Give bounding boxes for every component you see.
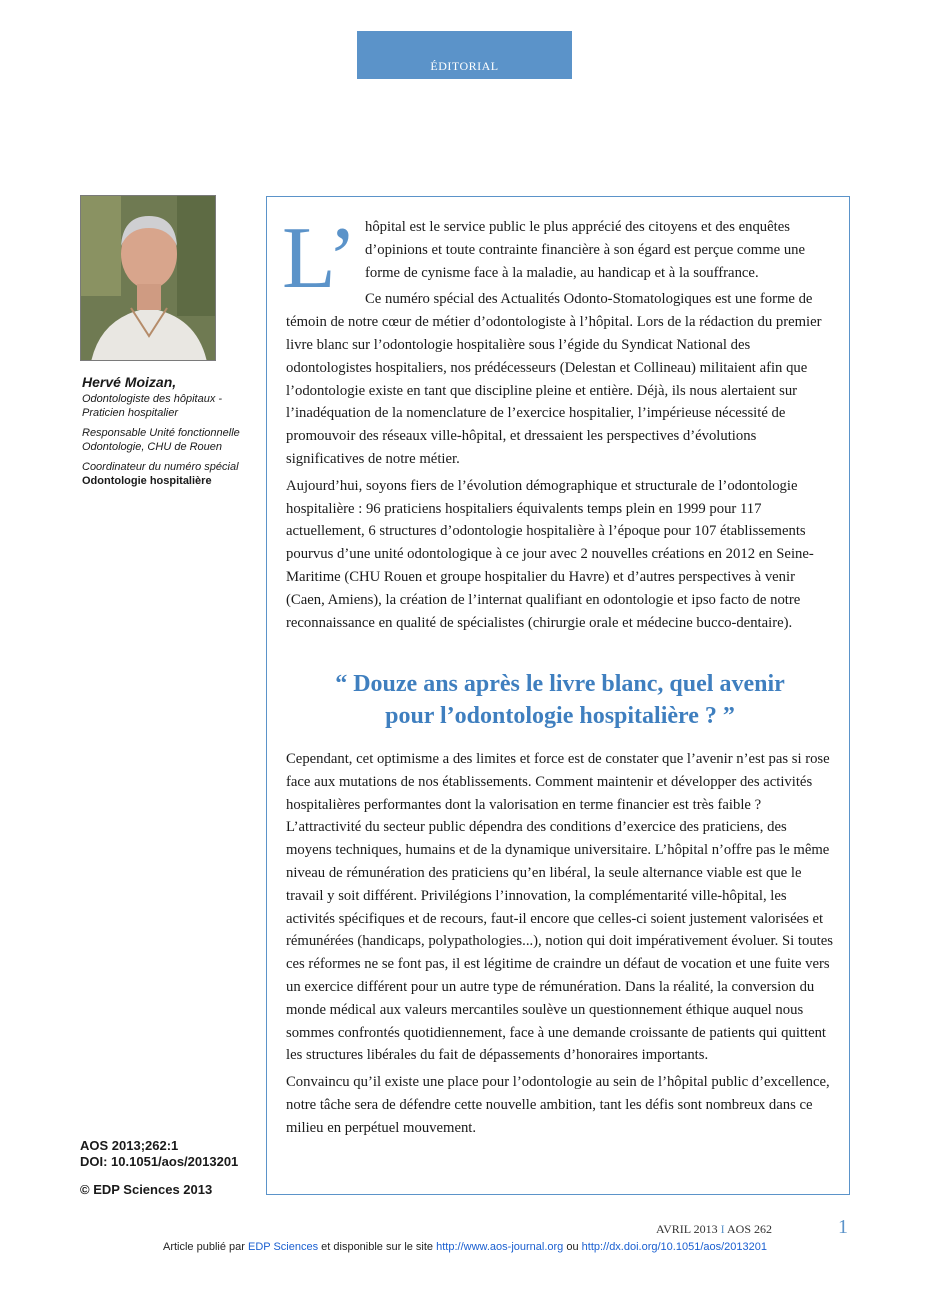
article-body bbox=[286, 748, 834, 1144]
paragraph-3: Cependant, cet optimisme a des limites et force est de constater que l’avenir n’est pas si rose face aux mutations de nos établissements. Comment maintenir et développer des activités hospitalières performantes dont la valorisation en terme financier est très faible ? L’attractivité du secteur public dépendra des conditions d’exercice des praticiens, des moyens techniques, humains et de la dynamique universitaire. L’hôpital n’offre pas le même niveau de rémunération des praticiens qu’en libéral, la seule alternance viable est que le travail y soit différent. Privilégions l’innovation, la complémentarité ville-hôpital, les activités spécifiques et de recours, faut-il encore que celles-ci soient justement valorisées et rémunérées (handicaps, polypathologies...), notion qui doit impérativement évoluer. Si toutes ces réformes ne se font pas, il est légitime de craindre un défaut de vocation et une fuite vers un exercice différent pour un autre type de rémunération. Dans la réalité, la conversion du monde médical aux valeurs mercantiles soulève un questionnement éthique auquel nous sommes confrontés quotidiennement, face à une demande croissante de patients qui quittent les structures libérales du fait de dépassements d’honoraires importants. bbox=[286, 751, 833, 1064]
paragraph-1: Ce numéro spécial des Actualités Odonto-Stomatologiques est une forme de témoin de notre cœur de métier d’odontologiste à l’hôpital. Lors de la rédaction du premier livre blanc sur l’odontologie hospitalière sous l’égide du Syndicat National des odontologistes hospitaliers, nos prédécesseurs (Delestan et Collineau) militaient afin que l’odontologie existe en tant que discipline pleine et entière. Déjà, ils nous alertaient sur l’inadéquation de la nomenclature de l’exercice hospitalier, l’impérieuse nécessité de promouvoir des réseaux ville-hôpital, et dressaient les perspectives d’évolutions significatives de notre métier. bbox=[286, 291, 822, 467]
site-link[interactable]: http://www.aos-journal.org bbox=[436, 1241, 564, 1253]
lead-paragraph bbox=[282, 210, 834, 307]
doi-link[interactable]: http://dx.doi.org/10.1051/aos/2013201 bbox=[581, 1241, 767, 1253]
author-role: Odontologiste des hôpitaux - Praticien hospitalier bbox=[82, 393, 223, 419]
paragraph-2: Aujourd’hui, soyons fiers de l’évolution démographique et structurale de l’odontologie hospitalière : 96 praticiens hospitaliers équivalents temps plein en 1999 pour 117 actuellement, 6 structures d’odontologie hospitalière à l’époque pour 107 établissements pourvus d’une unité odontologique à ce jour avec 2 nouvelles créations en 2012 en Seine-Maritime (CHU Rouen et groupe hospitalier du Havre) et d’autres perspectives à venir (Caen, Amiens), la création de l’internat qualifiant en odontologie et ipso facto de notre reconnaissance en qualité de spécialistes (chirurgie orale et médecine bucco-dentaire). bbox=[286, 477, 814, 631]
page-number: 1 bbox=[838, 1216, 848, 1238]
publisher-link[interactable]: EDP Sciences bbox=[247, 1241, 319, 1253]
doi: DOI: 10.1051/aos/2013201 bbox=[80, 1154, 239, 1169]
credit-text-1: Article publié par bbox=[162, 1241, 245, 1253]
author-name: Hervé Moizan, bbox=[82, 374, 177, 390]
coordinator-topic: Odontologie hospitalière bbox=[82, 475, 212, 487]
copyright: © EDP Sciences 2013 bbox=[80, 1182, 213, 1197]
paragraph-4: Convaincu qu’il existe une place pour l’odontologie au sein de l’hôpital public d’excellence, notre tâche sera de défendre cette nouvelle ambition, tant les défis sont nombreux dans ce milieu en perpétuel mouvement. bbox=[286, 1074, 830, 1136]
pull-quote bbox=[286, 668, 834, 732]
quote-line-1: Douze ans après le livre blanc, quel avenir bbox=[353, 671, 785, 697]
coordinator-prefix: Coordinateur du numéro spécial bbox=[82, 461, 239, 473]
author-photo bbox=[80, 195, 216, 361]
quote-open: “ bbox=[335, 671, 348, 697]
credit-text-3: ou bbox=[566, 1241, 579, 1253]
author-affiliation: Responsable Unité fonctionnelle Odontologie, CHU de Rouen bbox=[82, 427, 240, 453]
issue-info bbox=[656, 1222, 772, 1237]
issue-date: AVRIL 2013 bbox=[656, 1222, 718, 1236]
section-tab bbox=[357, 31, 572, 79]
publication-credit bbox=[0, 1241, 930, 1253]
section-label: ÉDITORIAL bbox=[430, 59, 499, 73]
quote-close: ” bbox=[722, 703, 735, 729]
issue-number: AOS 262 bbox=[727, 1222, 773, 1236]
quote-line-2: pour l’odontologie hospitalière ? bbox=[385, 703, 717, 729]
lead-text: hôpital est le service public le plus apprécié des citoyens et des enquêtes d’opinions et toute contrainte financière à son égard est perçue comme une forme de cynisme face à la maladie, au handicap et à la souffrance. bbox=[364, 219, 806, 281]
issue-separator: I bbox=[720, 1222, 725, 1236]
article-intro bbox=[282, 210, 834, 638]
credit-text-2: et disponible sur le site bbox=[321, 1241, 434, 1253]
citation: AOS 2013;262:1 bbox=[80, 1138, 179, 1153]
author-coordinator bbox=[82, 460, 242, 488]
drop-cap: L’ bbox=[282, 210, 357, 307]
author-info bbox=[82, 374, 242, 494]
article-reference bbox=[80, 1138, 250, 1198]
